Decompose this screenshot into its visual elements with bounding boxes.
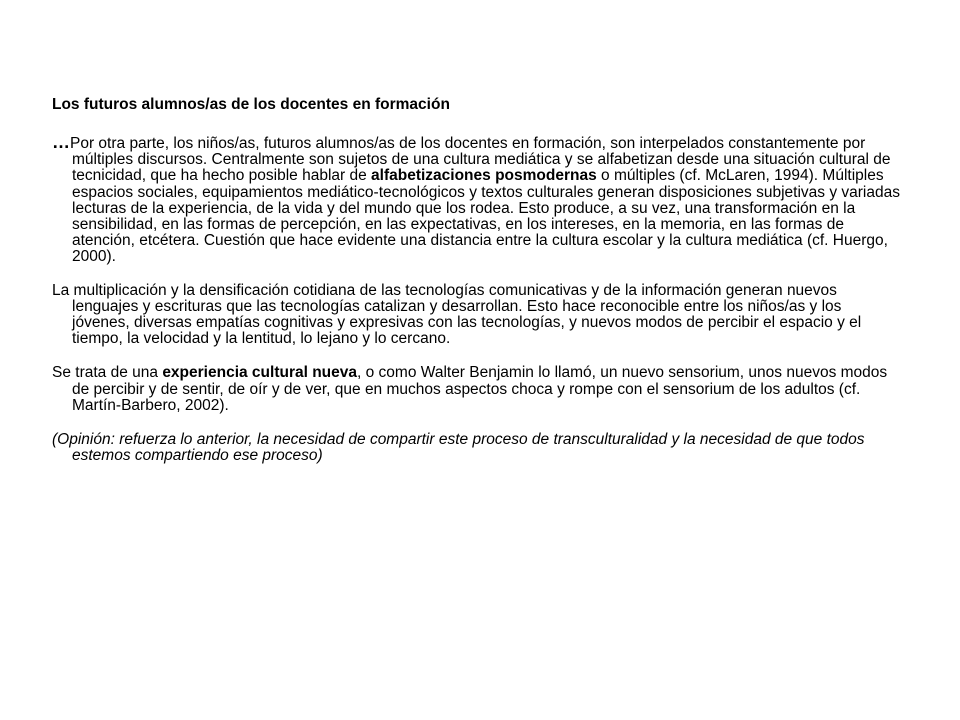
paragraph-1-bold: alfabetizaciones posmodernas: [371, 167, 597, 185]
paragraph-1: [52, 134, 902, 266]
paragraph-3-bold: experiencia cultural nueva: [162, 364, 358, 382]
paragraph-1-text-a: Por otra parte, los niños/as, futuros alumnos/as de los docentes en formación, son interpelados constantemente por múltiples discursos. Centralmente son sujetos de una cultura mediática y se alfabetizan desde una situación cultural de tecnicidad, que ha hecho posible hablar de: [70, 135, 891, 185]
paragraph-2: La multiplicación y la densificación cotidiana de las tecnologías comunicativas y de la información generan nuevos lenguajes y escrituras que las tecnologías catalizan y desarrollan. Esto hace reconocible entre los niños/as y los jóvenes, diversas empatías cognitivas y expresivas con las tecnologías, y nuevos modos de percibir el espacio y el tiempo, la velocidad y la lentitud, lo lejano y lo cercano.: [52, 281, 862, 348]
paragraph-3: [52, 365, 902, 414]
paragraph-3-text-a: Se trata de una: [52, 364, 163, 382]
slide-title: Los futuros alumnos/as de los docentes en formación: [52, 96, 450, 113]
paragraph-3-text-b: , o como Walter Benjamin lo llamó, un nuevo sensorium, unos nuevos modos de percibir y de sentir, de oír y de ver, que en muchos aspectos choca y rompe con el sensorium de los adultos (cf. Martín-Barbero, 2002).: [72, 364, 888, 414]
paragraph-1-text-b: o múltiples (cf. McLaren, 1994). Múltiples espacios sociales, equipamientos mediático-tecnológicos y textos culturales generan disposiciones subjetivas y variadas lecturas de la experiencia, de la vida y del mundo que los rodea. Esto produce, a su vez, una transformación en la sensibilidad, en las formas de percepción, en las expectativas, en los intereses, en la memoria, en las formas de atención, etcétera. Cuestión que hace evidente una distancia entre la cultura escolar y la cultura mediática (cf. Huergo, 2000).: [72, 167, 900, 266]
slide-content: [52, 96, 902, 482]
ellipsis-lead: …: [52, 132, 70, 152]
opinion-paragraph: (Opinión: refuerza lo anterior, la necesidad de compartir este proceso de transculturalidad y la necesidad de que todos estemos compartiendo ese proceso): [52, 431, 865, 465]
